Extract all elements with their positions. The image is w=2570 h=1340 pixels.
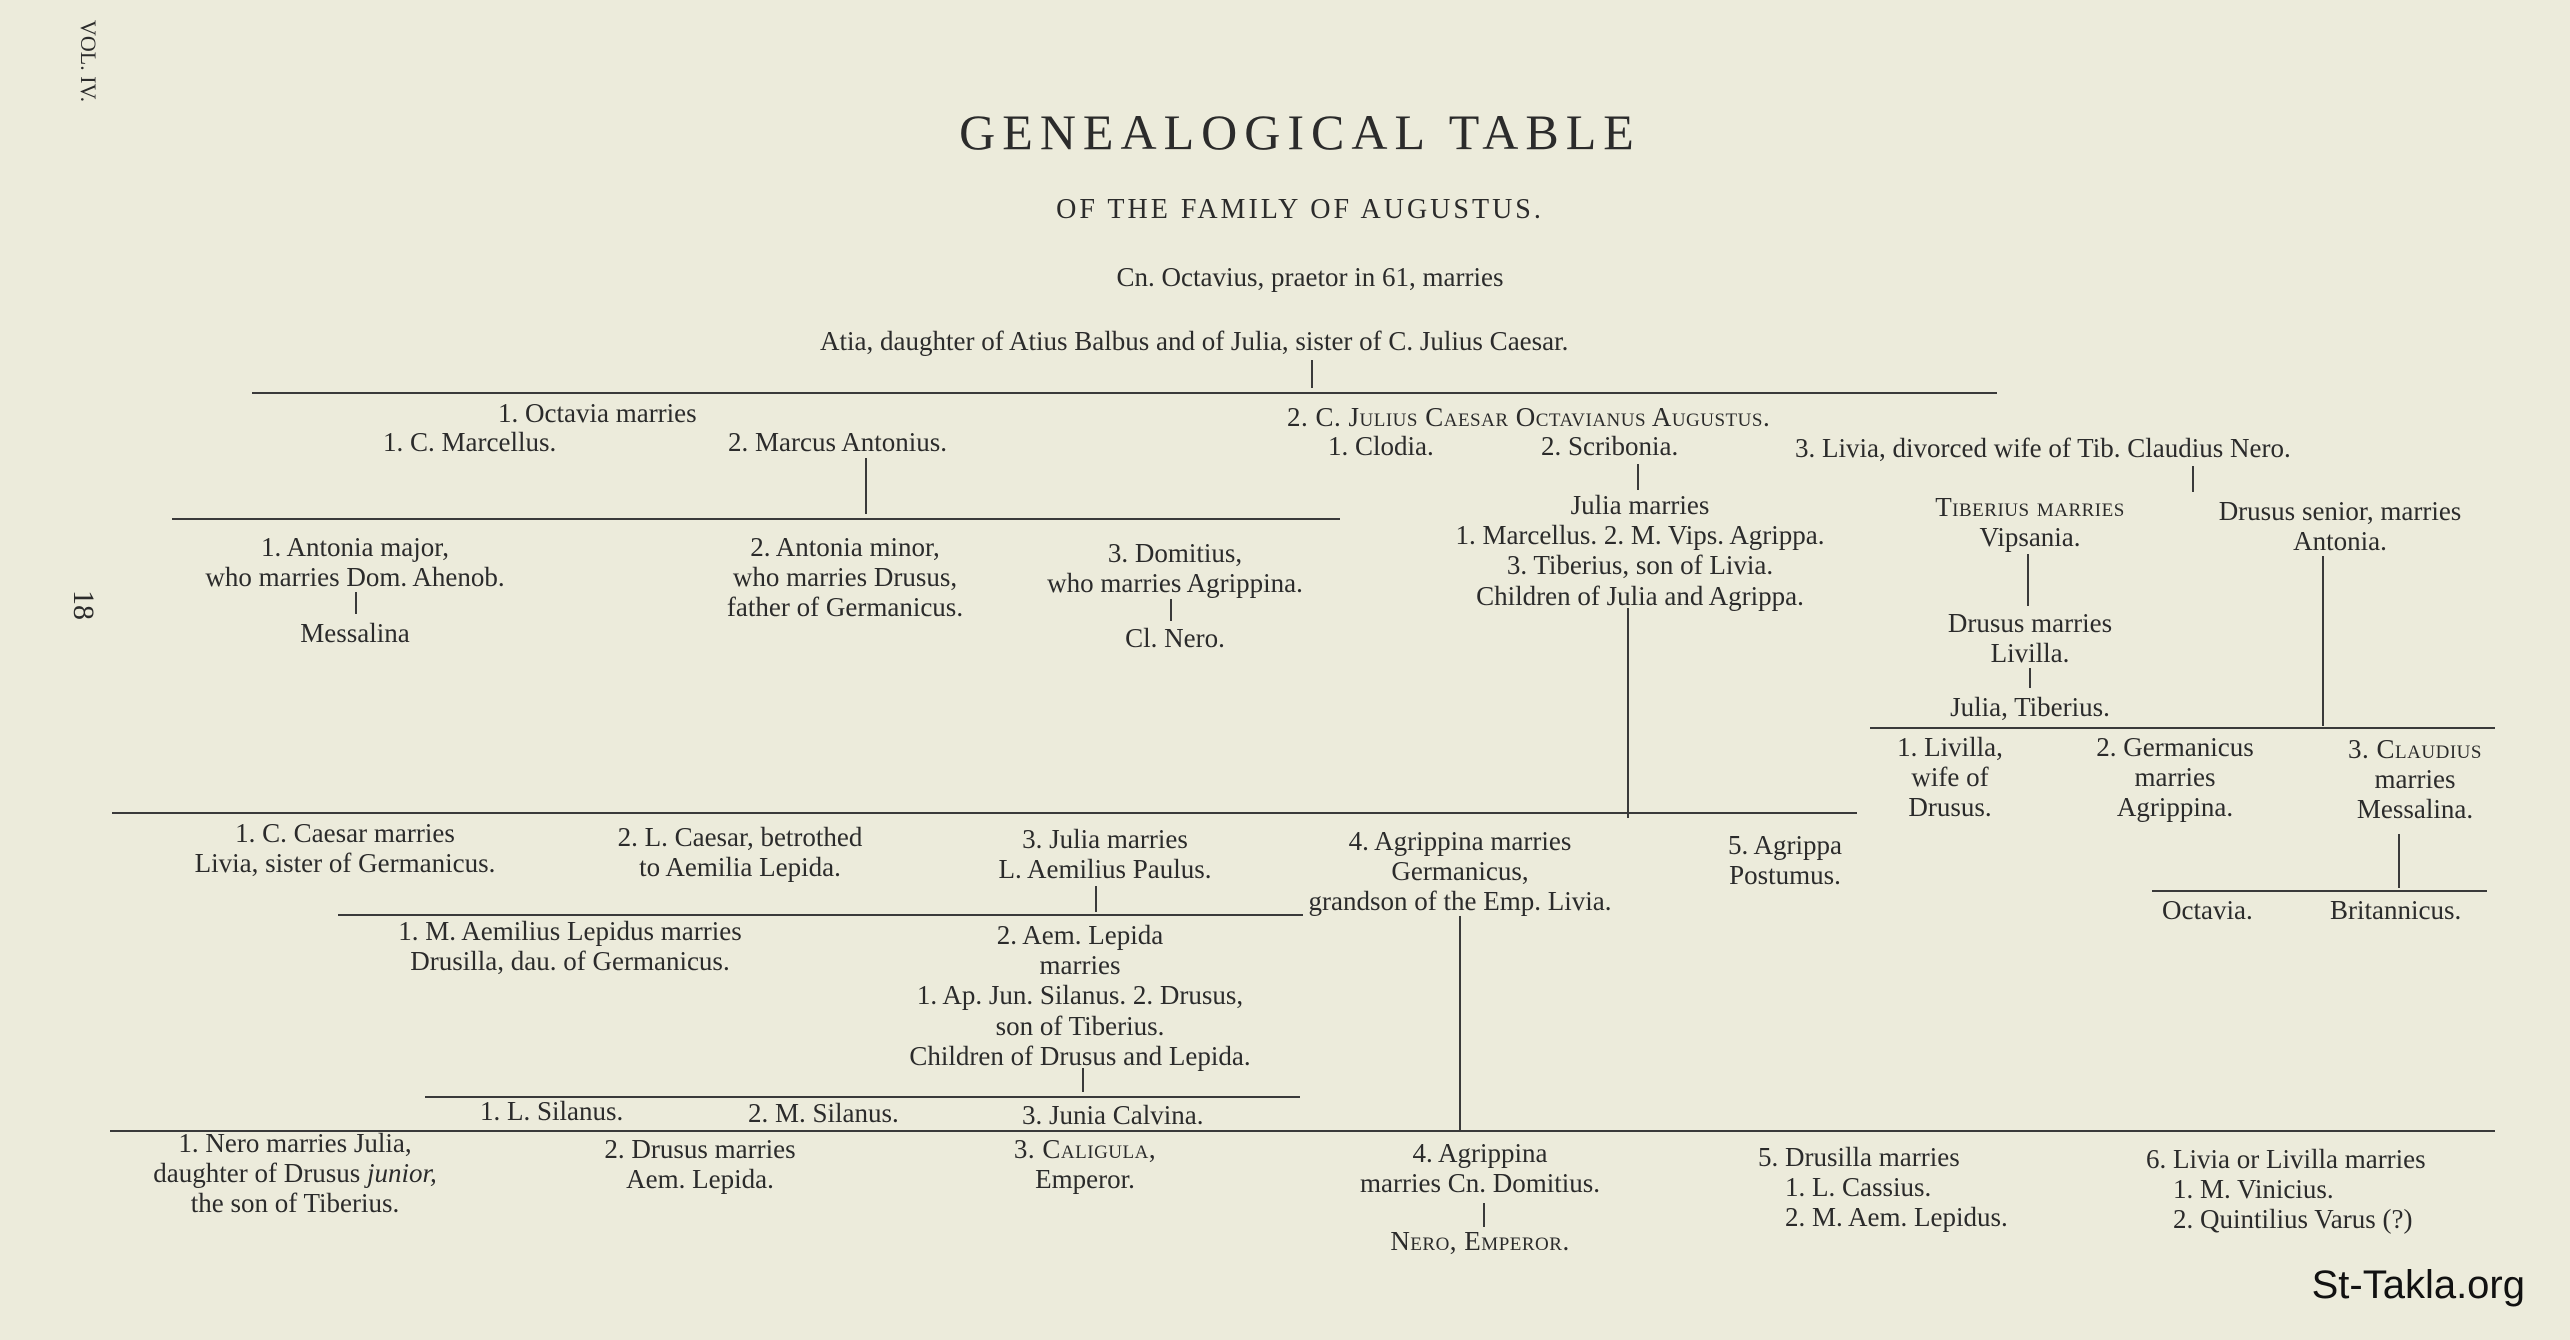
octavia-husband-1: 1. C. Marcellus. [383,427,557,457]
c-caesar-node: 1. C. Caesar marries Livia, sister of Germanicus. [194,818,496,879]
messalina-node: Messalina [300,618,410,648]
octavia-node: 1. Octavia marries [498,398,697,428]
nero-emperor-node: Nero, Emperor. [1390,1226,1570,1256]
agrippa-postumus-node: 5. Agrippa Postumus. [1728,830,1842,891]
m-silanus-node: 2. M. Silanus. [748,1098,899,1128]
junia-calvina-node: 3. Junia Calvina. [1022,1100,1204,1130]
octavia-daughter: Octavia. [2162,895,2253,925]
britannicus-node: Britannicus. [2330,895,2462,925]
l-caesar-node: 2. L. Caesar, betrothed to Aemilia Lepida. [617,822,863,883]
l-silanus-node: 1. L. Silanus. [480,1096,624,1126]
augustus-wife-2: 2. Scribonia. [1541,431,1679,461]
drusus-caesar-node: 2. Drusus marries Aem. Lepida. [604,1134,796,1195]
julia-node: Julia marries 1. Marcellus. 2. M. Vips. Agrippa. 3. Tiberius, son of Livia. Children of Julia and Agrippa. [1455,490,1825,611]
lepidus-node: 1. M. Aemilius Lepidus marries Drusilla, dau. of Germanicus. [398,916,742,977]
page-title: GENEALOGICAL TABLE [959,104,1641,160]
drusus-children: Julia, Tiberius. [1950,692,2110,722]
page-number: 18 [67,590,100,620]
aem-lepida-node: 2. Aem. Lepida marries 1. Ap. Jun. Silanus. 2. Drusus, son of Tiberius. Children of Drusus and Lepida. [909,920,1251,1071]
drusilla-node: 5. Drusilla marries 1. L. Cassius. 2. M. Aem. Lepidus. [1758,1142,2008,1233]
root-octavius: Cn. Octavius, praetor in 61, marries [1116,262,1504,292]
site-watermark: St-Takla.org [2311,1263,2525,1307]
agrippina-younger-node: 4. Agrippina marries Cn. Domitius. [1360,1138,1600,1199]
augustus-wife-3: 3. Livia, divorced wife of Tib. Claudius Nero. [1795,433,2291,463]
tiberius-node: Tiberius marries Vipsania. [1935,492,2125,553]
agrippina-elder-node: 4. Agrippina marries Germanicus, grandson of the Emp. Livia. [1308,826,1612,917]
domitius-node: 3. Domitius, who marries Agrippina. [1047,538,1303,599]
antonia-major-node: 1. Antonia major, who marries Dom. Ahenob. [205,532,505,593]
claudius-node: 3. Claudius marries Messalina. [2348,734,2482,825]
octavia-husband-2: 2. Marcus Antonius. [728,427,947,457]
augustus-node: 2. C. Julius Caesar Octavianus Augustus. [1287,402,1771,432]
livilla-younger-node: 6. Livia or Livilla marries 1. M. Vinicius. 2. Quintilius Varus (?) [2146,1144,2426,1235]
nero-caesar-node: 1. Nero marries Julia, daughter of Drusus junior, the son of Tiberius. [153,1128,437,1219]
germanicus-node: 2. Germanicus marries Agrippina. [2096,732,2254,823]
drusus-node: Drusus marries Livilla. [1947,608,2113,669]
julia-younger-node: 3. Julia marries L. Aemilius Paulus. [998,824,1212,885]
caligula-node: 3. Caligula, Emperor. [1013,1134,1157,1195]
drusus-senior-node: Drusus senior, marries Antonia. [2218,496,2462,557]
antonia-minor-node: 2. Antonia minor, who marries Drusus, father of Germanicus. [726,532,964,623]
augustus-wife-1: 1. Clodia. [1328,431,1434,461]
volume-marker: VOL. IV. [76,20,101,103]
root-atia: Atia, daughter of Atius Balbus and of Julia, sister of C. Julius Caesar. [820,326,1569,356]
livilla-node: 1. Livilla, wife of Drusus. [1897,732,2003,823]
page-subtitle: OF THE FAMILY OF AUGUSTUS. [1056,194,1544,225]
cl-nero-node: Cl. Nero. [1125,623,1225,653]
